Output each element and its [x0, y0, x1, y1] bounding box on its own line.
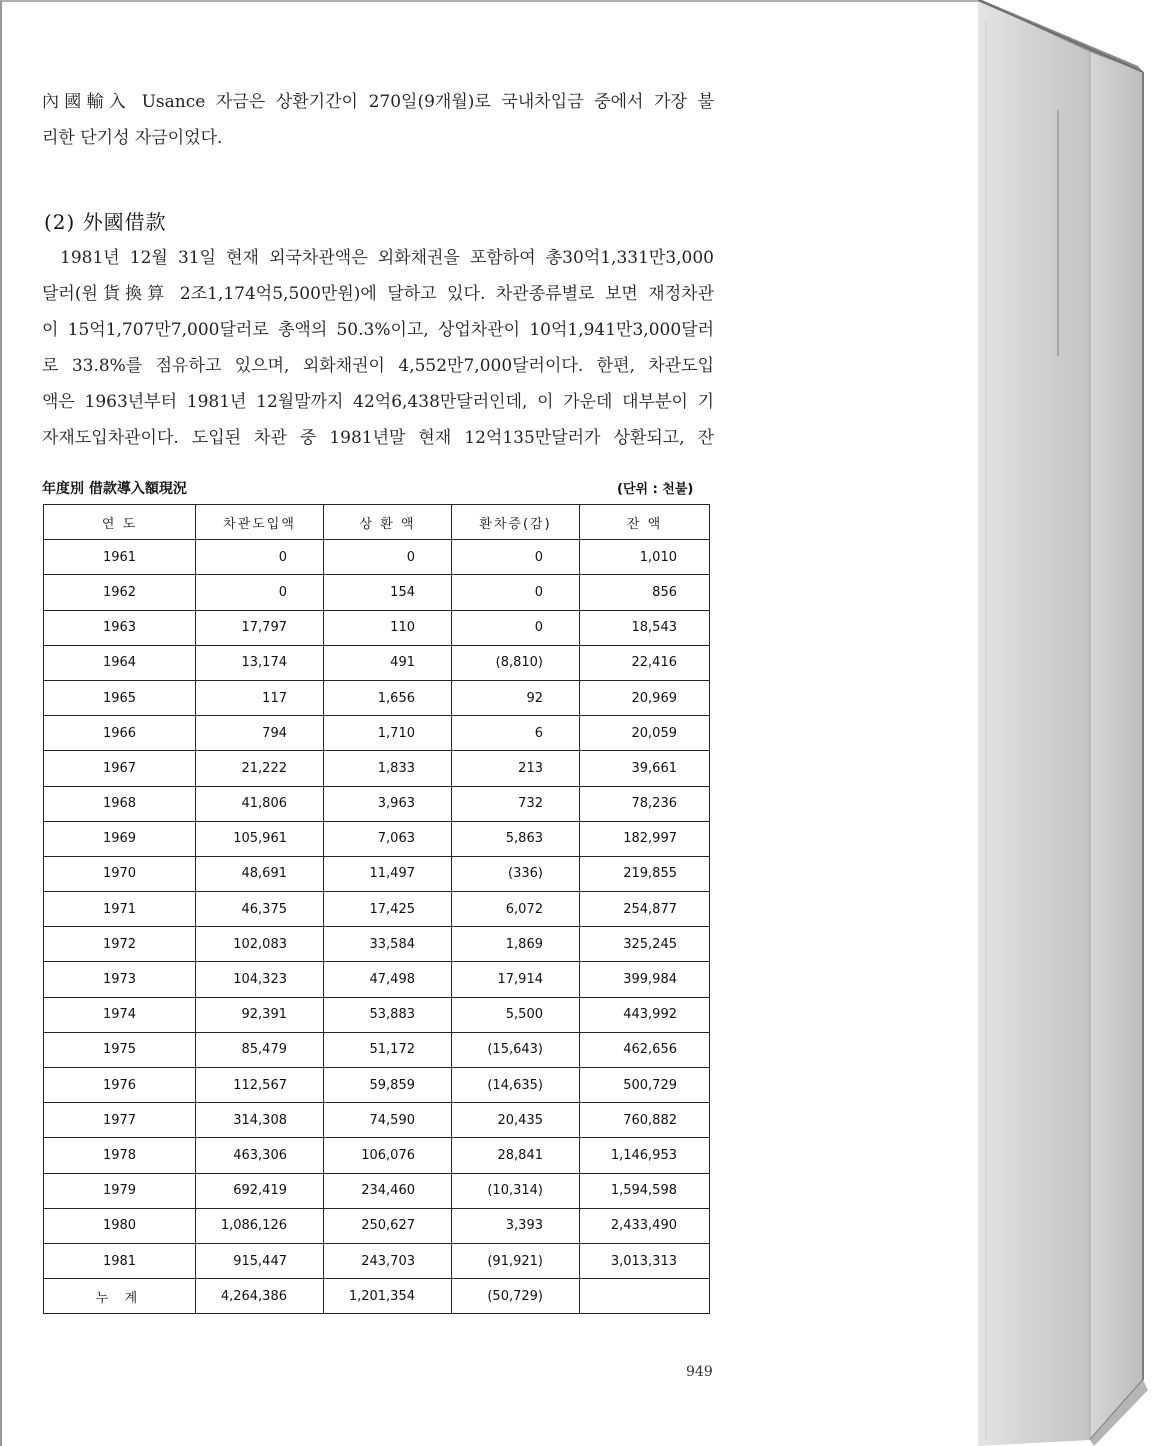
cell-introduced: 48,691	[196, 856, 324, 891]
cell-repaid: 491	[324, 645, 452, 680]
cell-introduced: 0	[196, 575, 324, 610]
cell-introduced: 41,806	[196, 786, 324, 821]
cell-balance: 18,543	[580, 610, 710, 645]
cell-year: 1964	[44, 645, 196, 680]
cell-repaid: 106,076	[324, 1138, 452, 1173]
body-line-3: 이 15억1,707만7,000달러로 총액의 50.3%이고, 상업차관이 10억1,941만3,000달러	[42, 320, 714, 340]
cell-repaid: 1,201,354	[324, 1279, 452, 1314]
table-row	[44, 856, 710, 891]
table-row	[44, 1068, 710, 1103]
cell-balance: 39,661	[580, 751, 710, 786]
body-line-4: 로 33.8%를 점유하고 있으며, 외화채권이 4,552만7,000달러이다. 한편, 차관도입	[42, 356, 714, 376]
cell-balance: 500,729	[580, 1068, 710, 1103]
table-row	[44, 716, 710, 751]
cell-fx-change: 1,869	[452, 927, 580, 962]
cell-fx-change: (50,729)	[452, 1279, 580, 1314]
intro-line-1: 內國輸入 Usance 자금은 상환기간이 270일(9개월)로 국내차입금 중에서 가장 불	[42, 92, 714, 112]
table-row	[44, 1032, 710, 1067]
table-row	[44, 575, 710, 610]
cell-year: 1980	[44, 1208, 196, 1243]
table-row	[44, 610, 710, 645]
cell-year: 1967	[44, 751, 196, 786]
cell-repaid: 53,883	[324, 997, 452, 1032]
body-line-2: 달러(원貨換算 2조1,174억5,500만원)에 달하고 있다. 차관종류별로 보면 재정차관	[42, 284, 714, 304]
cell-repaid: 17,425	[324, 892, 452, 927]
cell-introduced: 915,447	[196, 1243, 324, 1278]
table-row	[44, 962, 710, 997]
cell-balance: 78,236	[580, 786, 710, 821]
cell-introduced: 4,264,386	[196, 1279, 324, 1314]
cell-year: 1962	[44, 575, 196, 610]
table-row	[44, 997, 710, 1032]
cell-repaid: 110	[324, 610, 452, 645]
cell-repaid: 243,703	[324, 1243, 452, 1278]
cell-repaid: 33,584	[324, 927, 452, 962]
cell-repaid: 1,833	[324, 751, 452, 786]
section-heading: (2) 外國借款	[44, 210, 167, 234]
loan-table	[43, 504, 710, 1314]
table-row	[44, 1279, 710, 1314]
cell-introduced: 314,308	[196, 1103, 324, 1138]
body-line-6: 자재도입차관이다. 도입된 차관 중 1981년말 현재 12억135만달러가 상환되고, 잔	[42, 428, 714, 448]
cell-fx-change: 28,841	[452, 1138, 580, 1173]
cell-repaid: 47,498	[324, 962, 452, 997]
cell-fx-change: (14,635)	[452, 1068, 580, 1103]
table-row	[44, 1138, 710, 1173]
cell-balance: 1,146,953	[580, 1138, 710, 1173]
cell-year: 1968	[44, 786, 196, 821]
cell-fx-change: 92	[452, 680, 580, 715]
body-line-5: 액은 1963년부터 1981년 12월말까지 42억6,438만달러인데, 이 가운데 대부분이 기	[42, 392, 714, 412]
table-row	[44, 892, 710, 927]
cell-fx-change: 213	[452, 751, 580, 786]
cell-introduced: 105,961	[196, 821, 324, 856]
cell-fx-change: 732	[452, 786, 580, 821]
cell-repaid: 59,859	[324, 1068, 452, 1103]
cell-repaid: 0	[324, 540, 452, 575]
cell-repaid: 250,627	[324, 1208, 452, 1243]
cell-introduced: 102,083	[196, 927, 324, 962]
cell-year: 1971	[44, 892, 196, 927]
cell-introduced: 692,419	[196, 1173, 324, 1208]
cell-balance	[580, 1279, 710, 1314]
cell-balance: 254,877	[580, 892, 710, 927]
cell-fx-change: 0	[452, 575, 580, 610]
table-row	[44, 680, 710, 715]
cell-year: 누 계	[44, 1279, 196, 1314]
cell-repaid: 154	[324, 575, 452, 610]
cell-introduced: 0	[196, 540, 324, 575]
cell-introduced: 112,567	[196, 1068, 324, 1103]
cell-fx-change: 5,500	[452, 997, 580, 1032]
intro-paragraph	[42, 84, 714, 156]
cell-balance: 856	[580, 575, 710, 610]
cell-fx-change: (10,314)	[452, 1173, 580, 1208]
cell-repaid: 51,172	[324, 1032, 452, 1067]
table-row	[44, 1103, 710, 1138]
cell-balance: 443,992	[580, 997, 710, 1032]
cell-repaid: 74,590	[324, 1103, 452, 1138]
cell-balance: 1,594,598	[580, 1173, 710, 1208]
cell-fx-change: (91,921)	[452, 1243, 580, 1278]
table-row	[44, 1208, 710, 1243]
cell-year: 1972	[44, 927, 196, 962]
cell-introduced: 104,323	[196, 962, 324, 997]
cell-introduced: 463,306	[196, 1138, 324, 1173]
table-row	[44, 1243, 710, 1278]
table-row	[44, 821, 710, 856]
table-row	[44, 540, 710, 575]
cell-balance: 2,433,490	[580, 1208, 710, 1243]
cell-introduced: 85,479	[196, 1032, 324, 1067]
cell-repaid: 1,710	[324, 716, 452, 751]
body-paragraph	[42, 240, 714, 456]
table-row	[44, 786, 710, 821]
cell-balance: 182,997	[580, 821, 710, 856]
cell-year: 1981	[44, 1243, 196, 1278]
cell-repaid: 3,963	[324, 786, 452, 821]
cell-repaid: 11,497	[324, 856, 452, 891]
table-row	[44, 751, 710, 786]
cell-year: 1973	[44, 962, 196, 997]
cell-introduced: 21,222	[196, 751, 324, 786]
cell-balance: 219,855	[580, 856, 710, 891]
page-number: 949	[686, 1364, 713, 1380]
intro-line-2: 리한 단기성 자금이었다.	[42, 128, 223, 148]
cell-fx-change: (8,810)	[452, 645, 580, 680]
header-repaid: 상 환 액	[324, 505, 452, 540]
cell-balance: 399,984	[580, 962, 710, 997]
cell-fx-change: 20,435	[452, 1103, 580, 1138]
cell-balance: 3,013,313	[580, 1243, 710, 1278]
cell-balance: 462,656	[580, 1032, 710, 1067]
cell-balance: 760,882	[580, 1103, 710, 1138]
cell-introduced: 1,086,126	[196, 1208, 324, 1243]
cell-fx-change: 6,072	[452, 892, 580, 927]
cell-year: 1976	[44, 1068, 196, 1103]
cell-fx-change: 5,863	[452, 821, 580, 856]
cell-balance: 1,010	[580, 540, 710, 575]
cell-year: 1978	[44, 1138, 196, 1173]
cell-year: 1961	[44, 540, 196, 575]
cell-year: 1974	[44, 997, 196, 1032]
body-line-1: 1981년 12월 31일 현재 외국차관액은 외화채권을 포함하여 총30억1,331만3,000	[60, 248, 714, 268]
table-unit: (단위 : 천불)	[617, 482, 694, 497]
cell-balance: 325,245	[580, 927, 710, 962]
cell-repaid: 1,656	[324, 680, 452, 715]
cell-fx-change: 17,914	[452, 962, 580, 997]
book-page-edges	[978, 0, 1173, 1446]
cell-fx-change: 0	[452, 540, 580, 575]
header-balance: 잔 액	[580, 505, 710, 540]
cell-introduced: 794	[196, 716, 324, 751]
cell-year: 1965	[44, 680, 196, 715]
cell-fx-change: 3,393	[452, 1208, 580, 1243]
cell-introduced: 13,174	[196, 645, 324, 680]
header-year: 연 도	[44, 505, 196, 540]
table-row	[44, 927, 710, 962]
table-row	[44, 645, 710, 680]
table-caption: 年度別 借款導入額現況	[42, 481, 187, 497]
header-introduced: 차관도입액	[196, 505, 324, 540]
table-header-row	[44, 505, 710, 540]
cell-year: 1969	[44, 821, 196, 856]
cell-year: 1975	[44, 1032, 196, 1067]
cell-introduced: 17,797	[196, 610, 324, 645]
cell-fx-change: (15,643)	[452, 1032, 580, 1067]
table-row	[44, 1173, 710, 1208]
cell-fx-change: 6	[452, 716, 580, 751]
cell-repaid: 7,063	[324, 821, 452, 856]
cell-year: 1977	[44, 1103, 196, 1138]
cell-introduced: 92,391	[196, 997, 324, 1032]
cell-year: 1963	[44, 610, 196, 645]
table-body	[44, 540, 710, 1314]
cell-repaid: 234,460	[324, 1173, 452, 1208]
cell-introduced: 117	[196, 680, 324, 715]
cell-introduced: 46,375	[196, 892, 324, 927]
cell-balance: 20,969	[580, 680, 710, 715]
cell-year: 1979	[44, 1173, 196, 1208]
cell-fx-change: 0	[452, 610, 580, 645]
cell-year: 1970	[44, 856, 196, 891]
cell-balance: 22,416	[580, 645, 710, 680]
header-fx-change: 환차증(감)	[452, 505, 580, 540]
cell-balance: 20,059	[580, 716, 710, 751]
cell-year: 1966	[44, 716, 196, 751]
cell-fx-change: (336)	[452, 856, 580, 891]
